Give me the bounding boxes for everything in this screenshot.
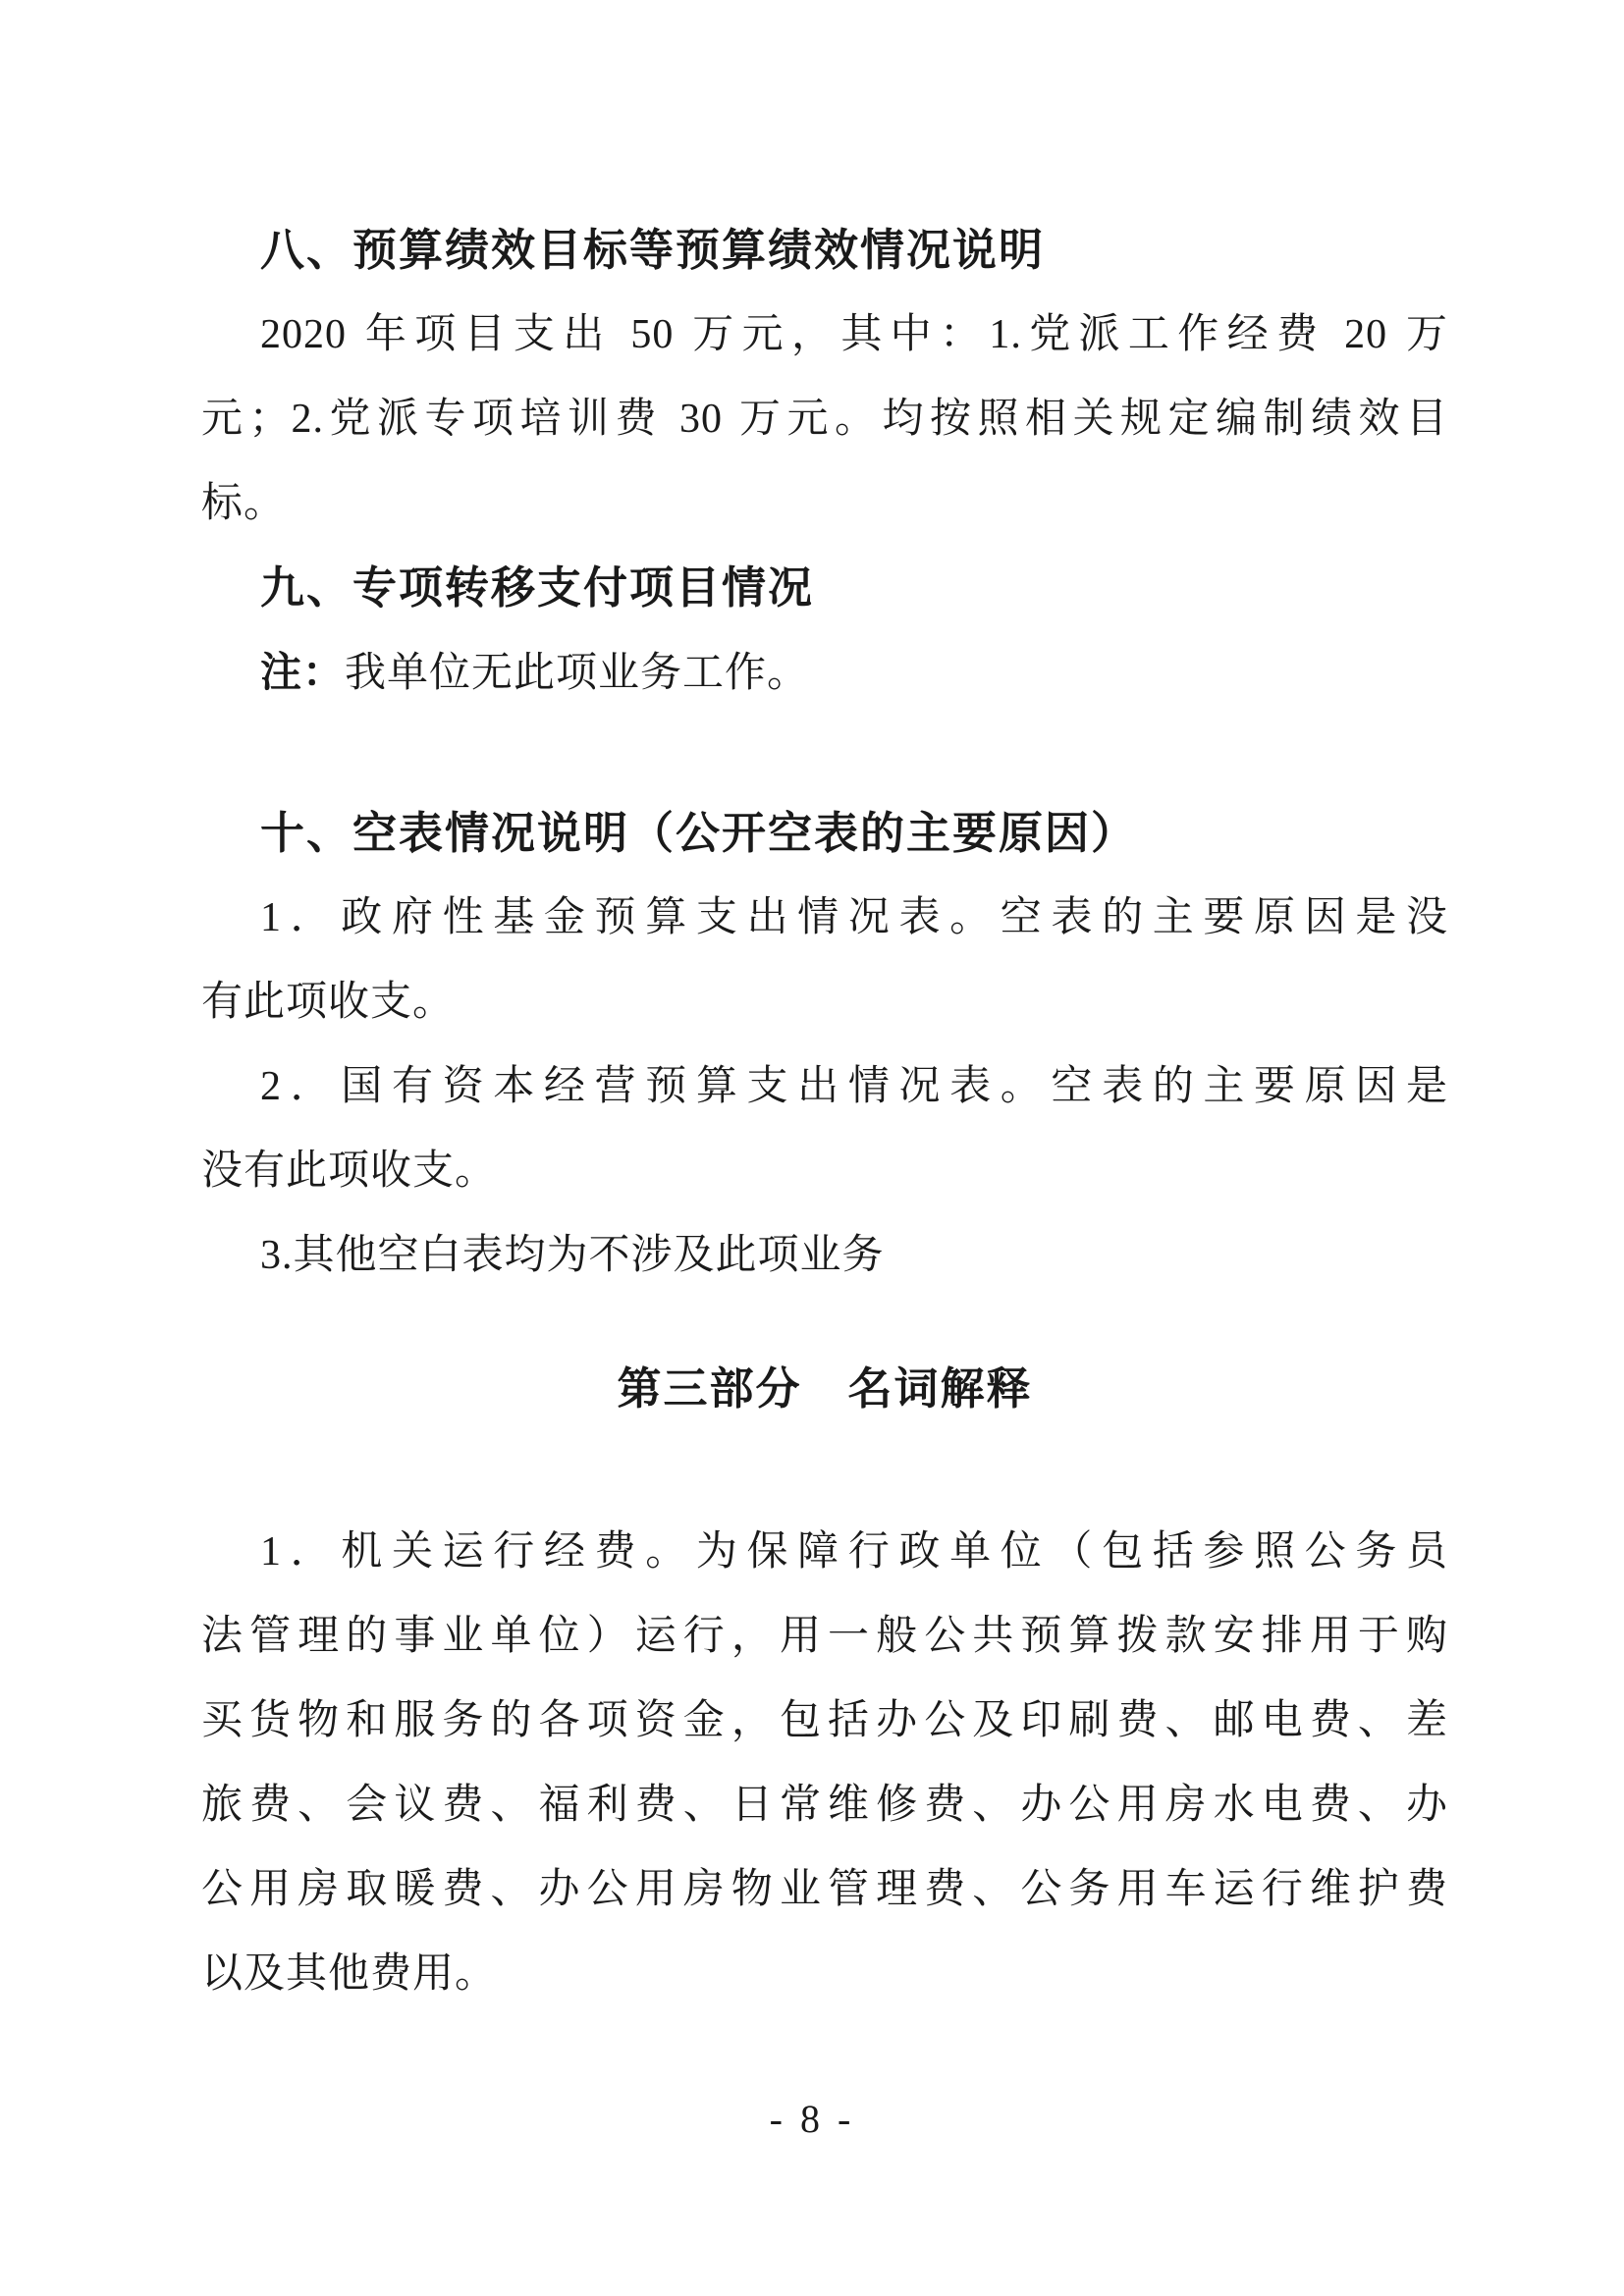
section-10-heading: 十、空表情况说明（公开空表的主要原因） xyxy=(260,808,1138,858)
term-1-line-3: 买货物和服务的各项资金，包括办公及印刷费、邮电费、差 xyxy=(201,1698,1448,1743)
section-9-note xyxy=(201,630,1448,715)
section-10-item-1-line-1: 1．政府性基金预算支出情况表。空表的主要原因是没 xyxy=(260,895,1448,940)
section-9-note-text: 我单位无此项业务工作。 xyxy=(345,651,810,696)
section-spacer xyxy=(201,1298,1448,1347)
section-10-item-2-line-2: 没有此项收支。 xyxy=(201,1148,498,1194)
section-spacer xyxy=(201,1431,1448,1510)
term-1-line-5: 公用房取暖费、办公用房物业管理费、公务用车运行维护费 xyxy=(201,1867,1448,1912)
section-9-heading: 九、专项转移支付项目情况 xyxy=(260,562,815,613)
term-1-line-4: 旅费、会议费、福利费、日常维修费、办公用房水电费、办 xyxy=(201,1783,1448,1828)
section-spacer xyxy=(201,715,1448,791)
section-10-item-3: 3.其他空白表均为不涉及此项业务 xyxy=(260,1233,885,1278)
page-number: - 8 - xyxy=(769,2097,855,2141)
section-8-para-line-3: 标。 xyxy=(201,481,287,526)
part-3-heading: 第三部分 名词解释 xyxy=(617,1363,1033,1414)
term-1-line-2: 法管理的事业单位）运行，用一般公共预算拨款安排用于购 xyxy=(201,1614,1448,1659)
section-10-item-1-line-2: 有此项收支。 xyxy=(201,980,456,1025)
section-8-para-line-1: 2020 年项目支出 50 万元，其中：1.党派工作经费 20 万 xyxy=(260,312,1448,357)
page-content xyxy=(201,0,1448,2016)
section-9-note-label: 注： xyxy=(260,649,346,695)
section-8-heading: 八、预算绩效目标等预算绩效情况说明 xyxy=(260,225,1046,275)
section-8-para-line-2: 元；2.党派专项培训费 30 万元。均按照相关规定编制绩效目 xyxy=(201,397,1448,442)
term-1-line-6: 以及其他费用。 xyxy=(201,1951,498,1997)
section-10-item-2-line-1: 2．国有资本经营预算支出情况表。空表的主要原因是 xyxy=(260,1064,1448,1109)
term-1-line-1: 1．机关运行经费。为保障行政单位（包括参照公务员 xyxy=(260,1529,1448,1575)
